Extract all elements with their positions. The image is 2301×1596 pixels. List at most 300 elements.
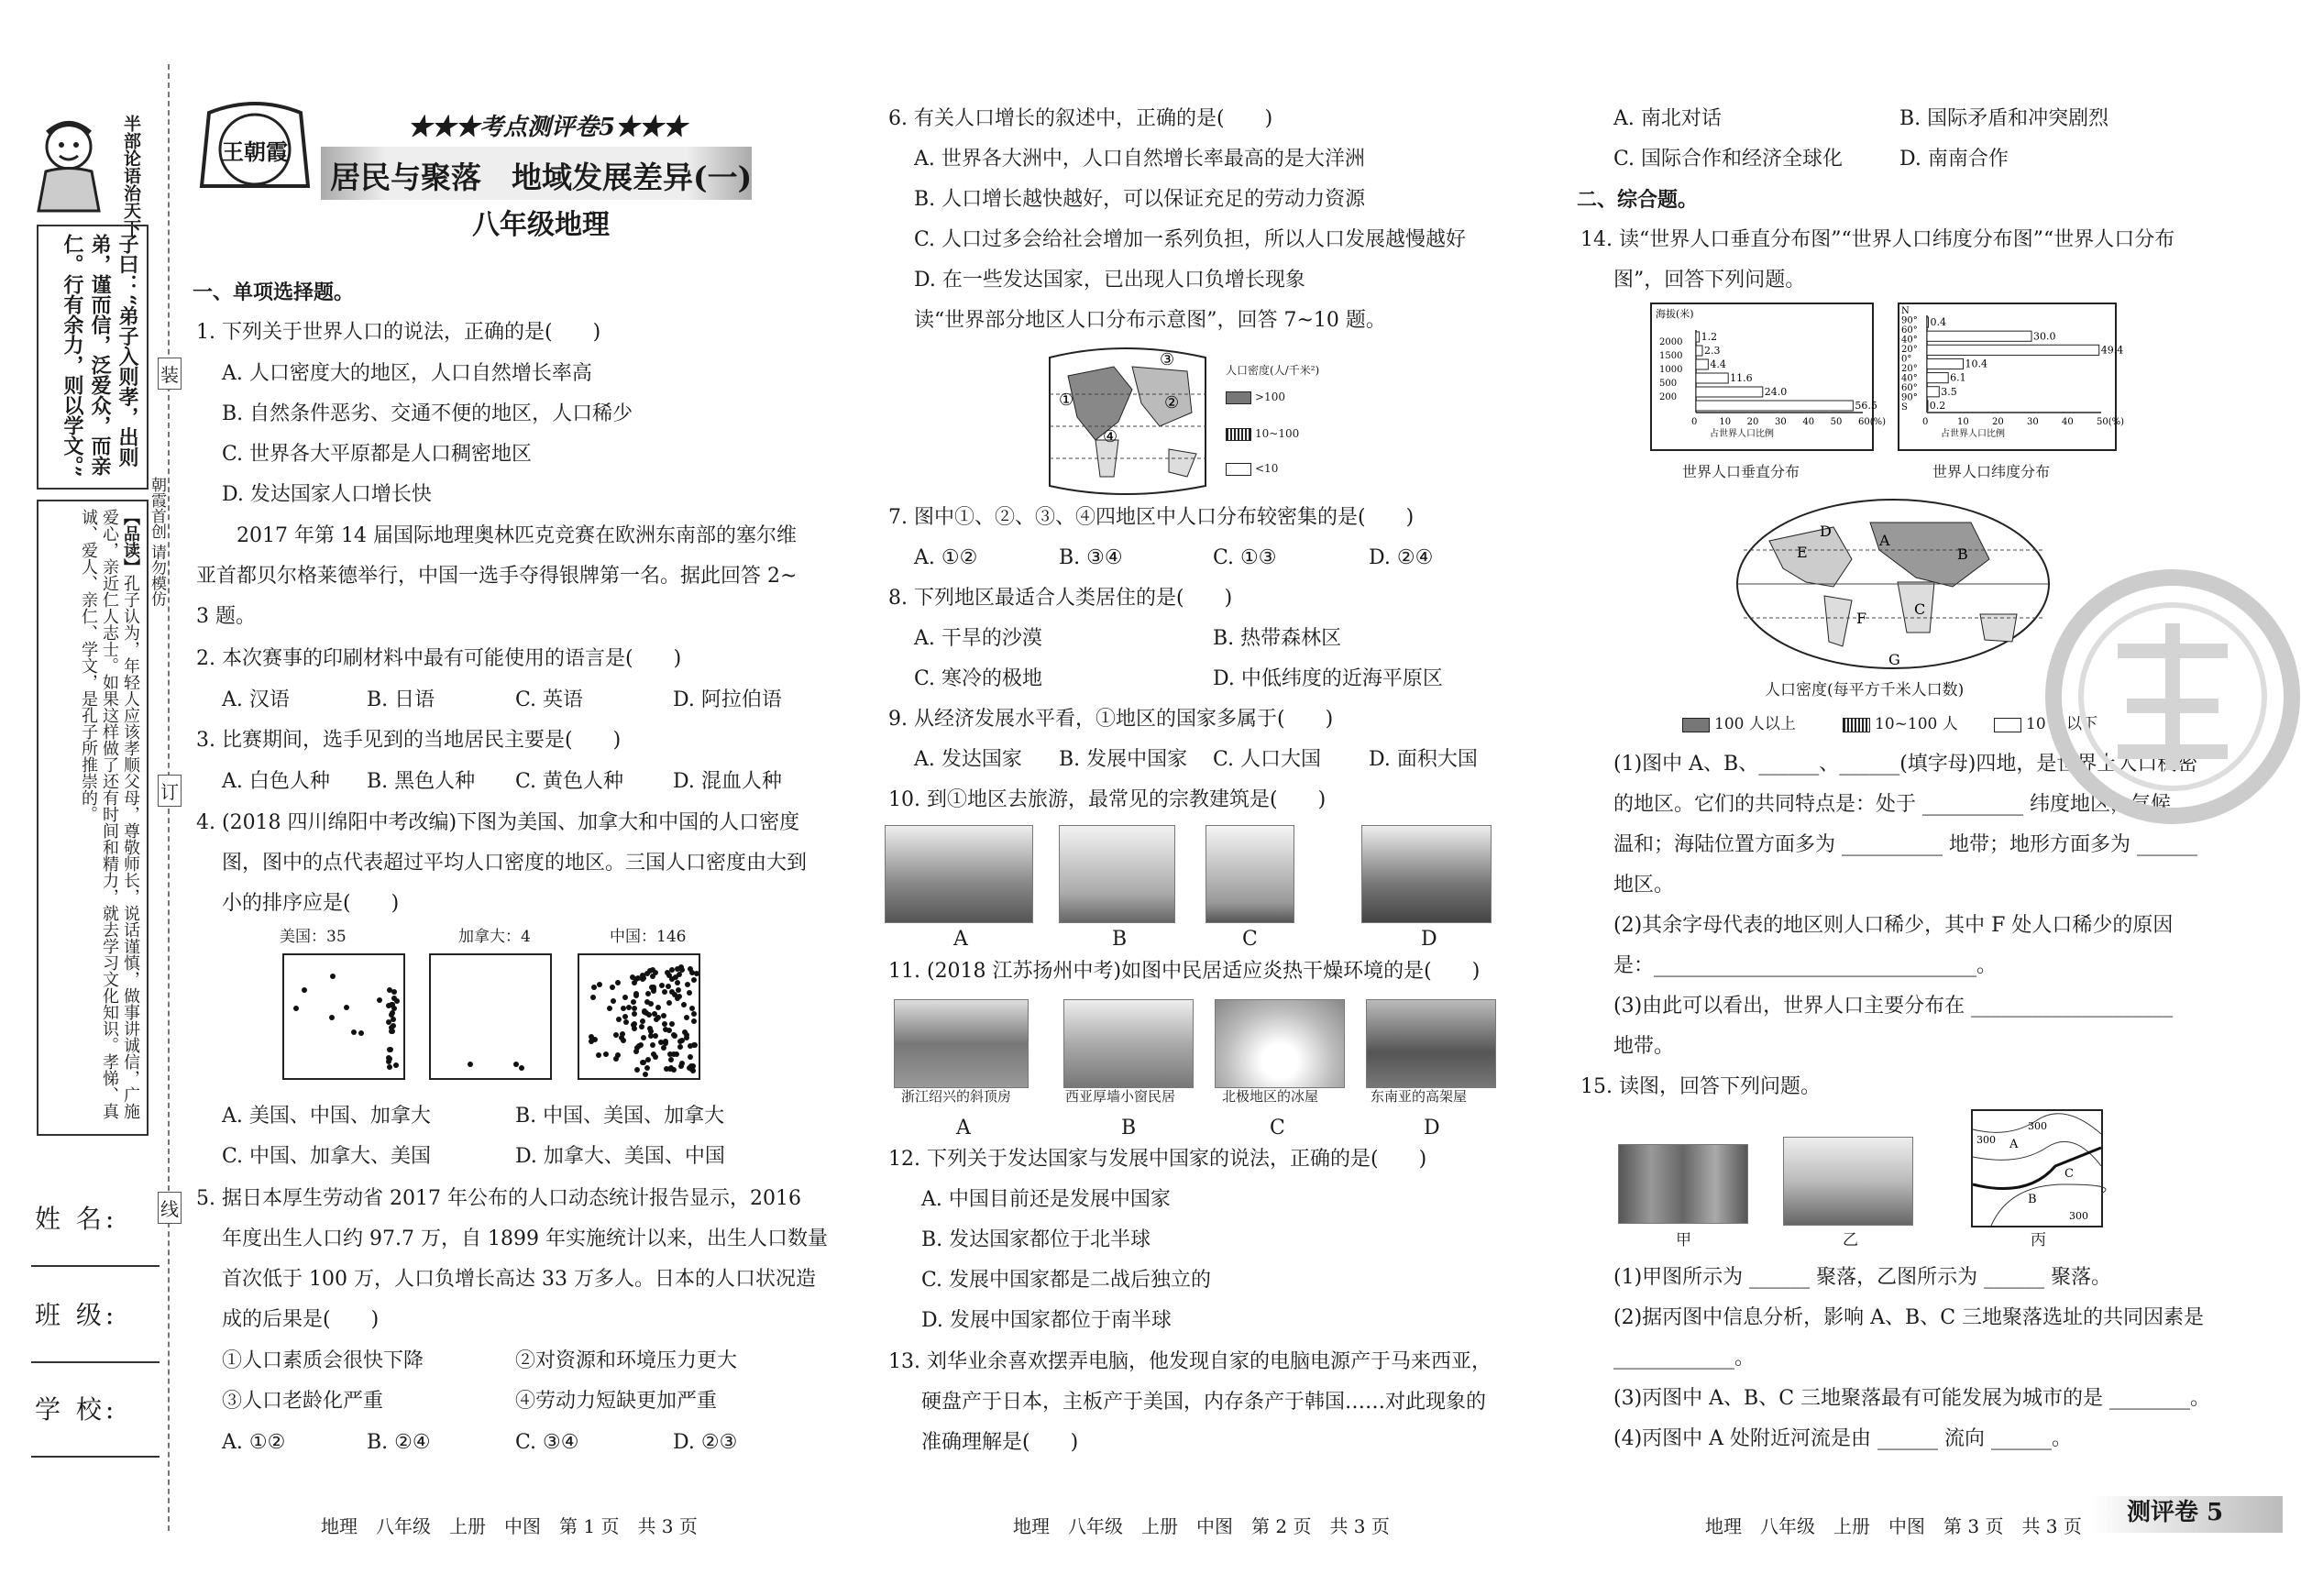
q7-option-b[interactable]: B. ③④ [1059,546,1123,569]
x-tick-label: 60(%) [1858,417,1887,427]
data-label: 0.4 [1930,316,1947,329]
bar [1927,387,1939,397]
bar [1927,373,1948,383]
q11-photo-c[interactable] [1215,999,1345,1088]
commentary-body: 孔子认为，年轻人应该孝顺父母，尊敬师长，说话谨慎，做事讲诚信，广施爱心，亲近仁人志士。如果这样做了还有时间和精力，就去学习文化知识。孝悌、真诚、爱人、亲仁、学文，是孔子所推崇的。 [79,509,140,1119]
y-axis-label: 海拔(米) [1656,308,1694,320]
x-tick-label: 50(%) [2097,417,2125,427]
data-label: 0.2 [1929,400,1946,412]
q2-stem: 2. 本次赛事的印刷材料中最有可能使用的语言是( ) [196,647,682,670]
q13-option-c[interactable]: C. 国际合作和经济全球化 [1613,148,1844,171]
school-field[interactable] [35,1390,159,1454]
density-dot [632,1011,637,1017]
density-dot [344,1005,349,1010]
q12-option-c[interactable]: C. 发展中国家都是二战后独立的 [921,1269,1212,1292]
q8-option-d[interactable]: D. 中低纬度的近海平原区 [1213,667,1443,690]
svg-text:F: F [1856,610,1867,627]
data-label: 6.1 [1950,371,1966,384]
q1-option-a[interactable]: A. 人口密度大的地区，人口自然增长率高 [222,362,592,385]
map-legend-mid: 10~100 [1255,427,1300,440]
q10-photo-pagoda[interactable] [1206,825,1294,923]
data-label: 30.0 [2033,330,2056,343]
q4-panel-label-canada: 加拿大：4 [458,928,531,946]
q5-stem-4: 成的后果是( ) [222,1308,380,1331]
q5-stem-2: 年度出生人口约 97.7 万，自 1899 年实施统计以来，出生人口数量 [222,1227,828,1250]
data-label: 11.6 [1730,372,1753,384]
name-field[interactable] [35,1199,159,1263]
y-tick-label: 40° [1901,335,1918,346]
density-dot [591,985,597,990]
page-title: 居民与聚落 地域发展差异(一) [330,160,753,195]
svg-text:A: A [1879,532,1890,549]
q10-photo-temple-gate[interactable] [1361,825,1492,923]
map-legend-high: >100 [1255,391,1285,403]
q11-label-b: B [1121,1117,1137,1139]
density-dot [302,987,307,993]
density-dot [688,1063,694,1069]
q13-option-d[interactable]: D. 南南合作 [1899,148,2009,171]
density-dot [640,1060,645,1065]
q12-option-d[interactable]: D. 发展中国家都位于南半球 [921,1309,1172,1332]
density-dot [648,1033,654,1039]
y-tick-label: 2000 [1659,337,1683,347]
school-label: 学 校: [35,1394,118,1425]
density-dot [645,1057,651,1062]
q11-caption-c: 北极地区的冰屋 [1222,1088,1319,1105]
data-label: 49.4 [2100,344,2124,357]
q5-option-a[interactable]: A. ①② [222,1431,286,1454]
q15-photo-city[interactable] [1618,1144,1748,1224]
density-dot [621,1006,626,1011]
page2-footer: 地理 八年级 上册 中图 第 2 页 共 3 页 [1013,1515,1390,1537]
world-legend-swatch-mid [1843,718,1870,732]
x-tick-label: 40 [1802,417,1815,427]
q9-option-d[interactable]: D. 面积大国 [1369,748,1478,771]
density-dot [387,1056,392,1062]
density-dot [673,974,678,980]
q15-sub-3[interactable]: ____________。 [1613,1347,1756,1370]
q11-photo-a[interactable] [894,999,1029,1088]
q5-item-3: ③人口老龄化严重 [222,1390,384,1413]
q15-caption-bing: 丙 [2031,1231,2046,1249]
q7-option-c[interactable]: C. ①③ [1213,546,1277,569]
density-dot [616,1017,622,1022]
density-dot [681,1002,687,1007]
density-dot [590,995,596,1000]
q15-photo-village[interactable] [1783,1137,1913,1226]
legend-swatch-high [1226,391,1251,404]
world-legend-low: 10 人以下 [2026,715,2098,733]
density-dot [669,1021,675,1027]
q9-option-a[interactable]: A. 发达国家 [914,748,1022,771]
logo-text: 王朝霞 [222,138,288,165]
legend-swatch-mid [1226,428,1251,441]
density-dot [640,1018,645,1024]
q3-option-a[interactable]: A. 白色人种 [222,770,330,793]
q5-item-1: ①人口素质会很快下降 [222,1349,424,1372]
q13-stem-1: 13. 刘华业余喜欢摆弄电脑，他发现自家的电脑电源产于马来西亚， [888,1350,1492,1373]
page-badge-text: 测评卷 5 [2127,1499,2224,1526]
binding-mark-1: 装 [158,358,182,390]
density-dot [684,1035,689,1040]
y-tick-label: 20° [1901,345,1918,355]
bar [1696,332,1700,342]
q5-option-b[interactable]: B. ②④ [367,1431,431,1454]
q1-stem: 1. 下列关于世界人口的说法，正确的是( ) [196,321,601,344]
density-dot [691,1011,697,1017]
x-tick-label: 50 [1830,417,1843,427]
q4-panel-usa [282,953,405,1080]
q7-option-a[interactable]: A. ①② [914,546,978,569]
density-dot [684,1015,689,1020]
density-dot [634,1045,640,1051]
seal-watermark [2044,568,2301,825]
q5-item-4: ④劳动力短缺更加严重 [515,1390,718,1413]
q15-sub-5[interactable]: (4)丙图中 A 处附近河流是由 ______ 流向 ______。 [1613,1427,2073,1450]
q5-option-c[interactable]: C. ③④ [515,1431,579,1454]
binding-mark-3: 线 [158,1192,182,1224]
density-dot [597,982,602,987]
svg-text:D: D [1820,523,1832,540]
density-dot [603,1051,609,1057]
density-dot [519,1065,524,1071]
density-dot [390,1002,395,1007]
y-tick-label: 60° [1901,383,1918,393]
svg-text:①: ① [1059,391,1074,410]
density-dot [672,1033,677,1039]
q6-stem: 6. 有关人口增长的叙述中，正确的是( ) [888,107,1273,130]
q4-option-d[interactable]: D. 加拿大、美国、中国 [515,1145,725,1168]
q9-option-c[interactable]: C. 人口大国 [1213,748,1322,771]
data-label: 3.5 [1941,385,1957,398]
y-tick-label: S [1901,402,1908,413]
q2-option-b[interactable]: B. 日语 [367,688,435,711]
q5-stem-3: 首次低于 100 万，人口负增长高达 33 万多人。日本的人口状况造 [222,1268,816,1291]
bar [1696,359,1708,369]
q12-option-b[interactable]: B. 发达国家都位于北半球 [921,1228,1151,1251]
q6-option-b[interactable]: B. 人口增长越快越好，可以保证充足的劳动力资源 [914,188,1366,211]
page2 [885,0,1517,1596]
svg-text:G: G [1888,651,1900,668]
density-dot [669,967,675,973]
density-dot [682,1029,688,1035]
svg-text:B: B [2028,1193,2037,1206]
vertical-chart-svg [1652,304,1887,449]
page-badge [2090,1496,2283,1533]
confucius-cartoon-icon [28,115,110,215]
section1-title: 一、单项选择题。 [193,281,355,304]
density-dot [664,1066,669,1072]
passage-line-3: 3 题。 [196,605,256,628]
density-dot [659,983,665,988]
q7-stem: 7. 图中①、②、③、④四地区中人口分布较密集的是( ) [888,506,1415,529]
partial-world-map [1031,339,1215,500]
q10-photo-church[interactable] [885,825,1033,923]
density-dot [358,1030,364,1036]
legend-swatch-low [1226,463,1251,476]
bar [1696,346,1702,356]
x-axis-label: 占世界人口比例 [1941,429,2005,439]
density-dot [622,995,628,1000]
svg-text:300: 300 [2028,1120,2047,1132]
density-dot [655,1005,661,1010]
density-dot [468,1062,473,1067]
q1-option-b[interactable]: B. 自然条件恶劣、交通不便的地区，人口稀少 [222,402,633,425]
x-tick-label: 0 [1922,417,1929,427]
q10-photo-taj-mahal[interactable] [1059,825,1175,923]
density-dot [687,990,692,996]
density-dot [389,1012,394,1018]
density-dot [589,1039,594,1044]
copyright-notice: 朝霞首创 请勿模仿 [148,477,166,607]
density-dot [662,989,667,995]
q15-sub-1[interactable]: (1)甲图所示为 ______ 聚落，乙图所示为 ______ 聚落。 [1613,1266,2112,1289]
density-dot [653,970,658,975]
density-dot [663,1039,668,1044]
density-dot [645,991,651,996]
density-dot [329,1015,335,1020]
section2-title: 二、综合题。 [1577,188,1699,212]
commentary-label: 【品读】 [121,509,140,575]
q4-panel-label-china: 中国：146 [610,928,687,946]
y-tick-label: 40° [1901,373,1918,384]
bar [1927,317,1929,327]
world-legend-high: 100 人以上 [1714,715,1796,733]
svg-text:E: E [1797,544,1808,561]
x-tick-label: 20 [1992,417,2004,427]
svg-text:③: ③ [1160,350,1175,369]
q6-option-c[interactable]: C. 人口过多会给社会增加一系列负担，所以人口发展越慢越好 [914,228,1467,251]
class-field[interactable] [35,1295,159,1359]
q4-option-a[interactable]: A. 美国、中国、加拿大 [222,1105,431,1128]
world-population-map [1733,495,2053,674]
bar [1696,373,1728,383]
vertical-chart-caption: 世界人口垂直分布 [1682,463,1800,480]
y-tick-label: 500 [1659,379,1678,389]
page1-footer: 地理 八年级 上册 中图 第 1 页 共 3 页 [321,1515,698,1537]
q14-sub-4: 地区。 [1613,874,1675,897]
q14-sub-8: 地带。 [1613,1035,1675,1058]
commentary-box [37,500,149,1136]
density-dot [632,1026,637,1031]
q13-stem-3: 准确理解是( ) [921,1431,1079,1454]
density-dot [653,1033,658,1039]
q14-stem-1: 14. 读“世界人口垂直分布图”“世界人口纬度分布图”“世界人口分布 [1580,228,2175,251]
q11-photo-b[interactable] [1063,999,1194,1088]
density-dot [615,1052,621,1058]
bar [1927,345,2099,355]
density-dot [387,1064,392,1070]
x-tick-label: 0 [1691,417,1698,427]
q4-panel-canada [429,953,552,1080]
stars-title: ★★★考点测评卷5★★★ [408,114,688,141]
density-dot [611,998,616,1004]
map-legend-title: 人口密度(人/千米²) [1226,364,1320,377]
x-tick-label: 30 [2027,417,2039,427]
q10-stem: 10. 到①地区去旅游，最常见的宗教建筑是( ) [888,788,1327,811]
latitude-chart-svg [1899,304,2125,449]
world-legend-mid: 10~100 人 [1875,715,1958,733]
density-dot [641,1035,646,1040]
map-legend-low: <10 [1255,462,1279,475]
density-dot [596,1052,601,1058]
q13-option-b[interactable]: B. 国际矛盾和冲突剧烈 [1899,107,2109,130]
density-dot [676,987,681,993]
q4-option-b[interactable]: B. 中国、美国、加拿大 [515,1105,725,1128]
density-dot [387,987,392,993]
bar [1696,387,1763,397]
y-tick-label: 90° [1901,392,1918,403]
q15-caption-jia: 甲 [1676,1231,1691,1249]
density-dot [642,1009,647,1015]
density-dot [663,1027,668,1032]
q2-option-c[interactable]: C. 英语 [515,688,584,711]
q6-option-a[interactable]: A. 世界各大洲中，人口自然增长率最高的是大洋洲 [914,148,1365,171]
passage-line-1: 2017 年第 14 届国际地理奥林匹克竞赛在欧洲东南部的塞尔维 [237,524,797,547]
q4-stem-2: 图，图中的点代表超过平均人口密度的地区。三国人口密度由大到 [222,852,808,875]
density-dot [613,1032,619,1038]
q11-caption-a: 浙江绍兴的斜顶房 [901,1088,1012,1105]
q14-stem-2: 图”，回答下列问题。 [1613,269,1806,292]
q10-label-c: C [1242,928,1258,951]
motto-top: 半部论语治天下 [121,115,141,237]
page-subtitle: 八年级地理 [472,209,610,241]
data-label: 10.4 [1965,358,1988,370]
q2-option-d[interactable]: D. 阿拉伯语 [673,688,782,711]
x-tick-label: 10 [1719,417,1732,427]
binding-mark-2: 订 [158,775,182,807]
density-dot [393,1062,399,1068]
density-dot [643,1072,648,1077]
q10-label-d: D [1421,928,1437,951]
density-dot [330,974,336,979]
density-dot [377,997,382,1003]
q6-option-d[interactable]: D. 在一些发达国家，已出现人口负增长现象 [914,269,1305,292]
density-dot [648,1001,654,1007]
x-tick-label: 30 [1775,417,1787,427]
q14-sub-6[interactable]: 是：________________________________。 [1613,954,1998,977]
quote-text: 子曰：“弟子入则孝，出则弟，谨而信，泛爱众，而亲仁。行有余力，则以学文。” [61,234,139,478]
y-tick-label: 60° [1901,325,1918,336]
density-dot [688,1054,693,1060]
q9-option-b[interactable]: B. 发展中国家 [1059,748,1188,771]
y-tick-label: 20° [1901,364,1918,374]
q5-option-d[interactable]: D. ②③ [673,1431,738,1454]
q14-sub-5: (2)其余字母代表的地区则人口稀少，其中 F 处人口稀少的原因 [1613,914,2174,937]
q11-label-c: C [1270,1117,1285,1139]
density-dot [691,1018,697,1024]
q3-option-c[interactable]: C. 黄色人种 [515,770,624,793]
q11-caption-b: 西亚厚墙小窗民居 [1065,1088,1176,1105]
q8-stem: 8. 下列地区最适合人类居住的是( ) [888,587,1233,610]
density-dot [653,1054,658,1060]
class-label: 班 级: [35,1300,118,1330]
density-dot [675,996,680,1001]
x-tick-label: 40 [2062,417,2074,427]
q11-label-a: A [956,1117,971,1139]
density-dot [389,1029,394,1034]
q7-option-d[interactable]: D. ②④ [1369,546,1434,569]
data-label: 2.3 [1703,345,1721,357]
data-label: 56.5 [1855,400,1877,412]
q1-option-c[interactable]: C. 世界各大平原都是人口稠密地区 [222,443,533,466]
q14-sub-3[interactable]: 温和；海陆位置方面多为 __________ 地带；地形方面多为 ______ [1613,833,2197,856]
q4-option-c[interactable]: C. 中国、加拿大、美国 [222,1145,432,1168]
data-label: 24.0 [1764,386,1788,398]
q12-option-a[interactable]: A. 中国目前还是发展中国家 [921,1188,1171,1211]
q13-option-a[interactable]: A. 南北对话 [1613,107,1722,130]
y-tick-label: 0° [1901,354,1912,365]
density-dot [633,976,639,982]
q15-caption-yi: 乙 [1843,1231,1858,1249]
page3-footer: 地理 八年级 上册 中图 第 3 页 共 3 页 [1705,1515,2082,1537]
q15-sub-2: (2)据丙图中信息分析，影响 A、B、C 三地聚落选址的共同因素是 [1613,1306,2205,1329]
q11-photo-d[interactable] [1366,999,1496,1088]
density-dot [648,1029,654,1034]
density-dot [387,1047,392,1052]
svg-text:A: A [2009,1138,2019,1151]
density-dot [615,980,621,985]
density-dot [607,1006,612,1011]
q8-option-a[interactable]: A. 干旱的沙漠 [914,627,1042,650]
q4-panel-label-usa: 美国：35 [280,928,347,946]
name-label: 姓 名: [35,1204,118,1234]
q14-sub-1[interactable]: (1)图中 A、B、______、______(填字母)四地，是世界上人口稠密 [1613,753,2198,776]
q15-sub-4[interactable]: (3)丙图中 A、B、C 三地聚落最有可能发展为城市的是 ________。 [1613,1387,2211,1410]
density-dot [631,999,636,1005]
data-label: 1.2 [1701,331,1718,343]
q11-caption-d: 东南亚的高架屋 [1371,1088,1468,1105]
density-dot [668,1057,674,1062]
q1-option-d[interactable]: D. 发达国家人口增长快 [222,483,432,506]
vertical-distribution-chart [1650,303,1887,451]
q3-option-d[interactable]: D. 混血人种 [673,770,782,793]
x-tick-label: 10 [1957,417,1969,427]
density-dot [633,991,639,996]
density-dot [634,1067,640,1073]
q8-option-c[interactable]: C. 寒冷的极地 [914,667,1043,690]
q11-label-d: D [1424,1117,1440,1139]
density-dot [626,1005,632,1010]
bar [1927,401,1928,411]
density-dot [661,1013,666,1018]
q3-stem: 3. 比赛期间，选手见到的当地居民主要是( ) [196,729,622,752]
q14-sub-2[interactable]: 的地区。它们的共同特点是：处于 __________ 纬度地区，气候 [1613,793,2171,816]
data-label: 4.4 [1710,358,1726,370]
latitude-distribution-chart [1898,303,2125,451]
density-dot [293,1006,299,1011]
density-dot [351,1029,357,1035]
density-dot [679,1061,685,1066]
q8-option-b[interactable]: B. 热带森林区 [1213,627,1342,650]
q2-option-a[interactable]: A. 汉语 [222,688,290,711]
q5-stem-1: 5. 据日本厚生劳动省 2017 年公布的人口动态统计报告显示，2016 [196,1187,801,1210]
bar [1696,401,1853,411]
q14-sub-7[interactable]: (3)由此可以看出，世界人口主要分布在 ____________________ [1613,995,2174,1018]
y-tick-label: 1500 [1659,351,1683,361]
y-tick-label: N [1901,306,1910,316]
q4-stem-3: 小的排序应是( ) [222,892,400,915]
density-dot [675,980,680,985]
commentary-text [78,509,141,1123]
y-tick-label: 1000 [1659,365,1683,375]
q12-stem: 12. 下列关于发达国家与发展中国家的说法，正确的是( ) [888,1148,1427,1171]
q3-option-b[interactable]: B. 黑色人种 [367,770,476,793]
density-dot [513,1062,519,1067]
density-dot [650,1042,655,1048]
map-legend [1226,362,1336,481]
page1 [193,0,828,1596]
